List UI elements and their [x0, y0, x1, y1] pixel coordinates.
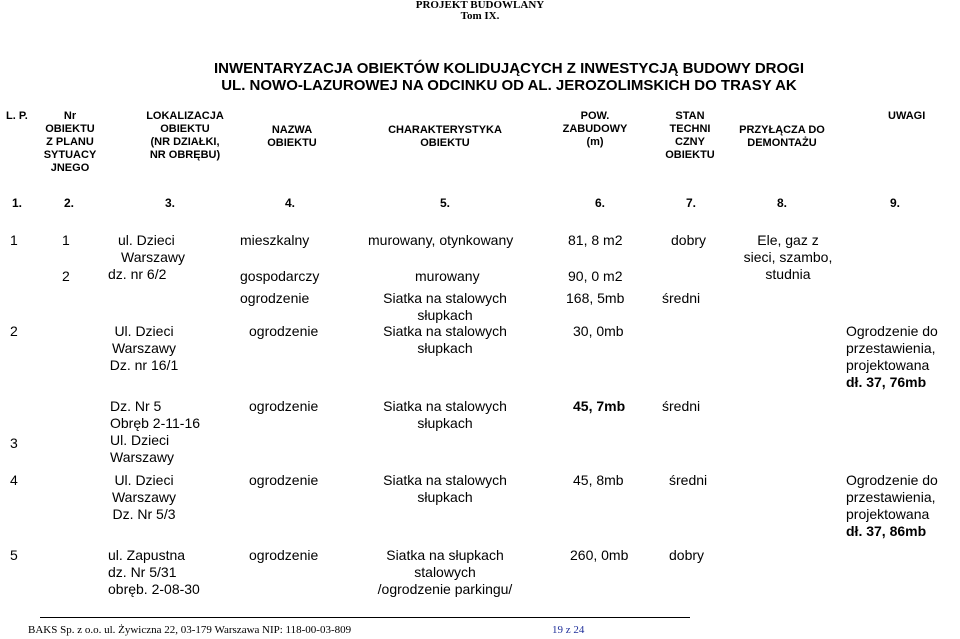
- row-5-char: Siatka na słupkach stalowych /ogrodzenie parkingu/: [377, 547, 513, 597]
- column-number: 8.: [777, 196, 788, 210]
- column-header-stan: STAN TECHNI CZNY OBIEKTU: [665, 110, 715, 161]
- row-1-nazwa-c: ogrodzenie: [240, 290, 310, 306]
- column-header-uwagi: UWAGI: [888, 110, 926, 122]
- row-1-char-b: murowany: [415, 268, 480, 284]
- row-1-char-c: Siatka na stalowych słupkach: [383, 290, 507, 323]
- row-3-lokalizacja: Dz. Nr 5 Obręb 2-11-16 Ul. Dzieci Warszawy: [110, 398, 201, 465]
- row-1-nazwa-a: mieszkalny: [240, 232, 310, 248]
- row-1-lokalizacja: ul. Dzieci Warszawy dz. nr 6/2: [108, 232, 186, 282]
- row-3-nazwa: ogrodzenie: [249, 398, 319, 414]
- column-number: 3.: [165, 196, 176, 210]
- row-2-uwagi: Ogrodzenie do przestawienia, projektowana dł. 37, 76mb: [846, 323, 938, 390]
- row-2-lokalizacja: Ul. Dzieci Warszawy Dz. nr 16/1: [109, 323, 179, 373]
- row-4-lokalizacja: Ul. Dzieci Warszawy Dz. Nr 5/3: [111, 472, 177, 522]
- column-header-nr: Nr OBIEKTU Z PLANU SYTUACY JNEGO: [43, 110, 97, 174]
- page-title-line1: INWENTARYZACJA OBIEKTÓW KOLIDUJĄCYCH Z INWESTYCJĄ BUDOWY DROGI: [213, 60, 804, 77]
- row-2-pow: 30, 0mb: [573, 323, 624, 339]
- row-1-pow-c: 168, 5mb: [566, 290, 625, 306]
- row-4-pow: 45, 8mb: [573, 472, 624, 488]
- row-1-stan-c: średni: [662, 290, 701, 306]
- row-3-char: Siatka na stalowych słupkach: [383, 398, 507, 431]
- row-4-char: Siatka na stalowych słupkach: [383, 472, 507, 505]
- document-header-title: PROJEKT BUDOWLANY: [415, 0, 545, 11]
- column-header-pow: POW. ZABUDOWY (m): [562, 110, 628, 148]
- row-3-lp: 3: [10, 435, 18, 451]
- row-4-uwagi: Ogrodzenie do przestawienia, projektowana dł. 37, 86mb: [846, 472, 938, 539]
- footer-company: BAKS Sp. z o.o. ul. Żywiczna 22, 03-179 Warszawa: [28, 624, 260, 636]
- column-header-nazwa: NAZWA OBIEKTU: [267, 124, 317, 149]
- column-number: 6.: [595, 196, 606, 210]
- footer-page-number: 19 z 24: [552, 624, 585, 636]
- row-1-nr-a: 1: [62, 232, 70, 248]
- column-number: 5.: [440, 196, 451, 210]
- column-header-lokalizacja: LOKALIZACJA OBIEKTU (NR DZIAŁKI, NR OBRĘBU): [146, 110, 224, 161]
- row-5-lp: 5: [10, 547, 18, 563]
- row-5-lokalizacja: ul. Zapustna dz. Nr 5/31 obręb. 2-08-30: [108, 547, 200, 597]
- column-number: 2.: [64, 196, 75, 210]
- row-2-char: Siatka na stalowych słupkach: [383, 323, 507, 356]
- row-1-przylacza: Ele, gaz z sieci, szambo, studnia: [743, 232, 833, 282]
- row-5-stan: dobry: [669, 547, 705, 563]
- row-1-nazwa-b: gospodarczy: [240, 268, 320, 284]
- row-4-nazwa: ogrodzenie: [249, 472, 319, 488]
- row-1-nr-b: 2: [62, 268, 70, 284]
- row-5-pow: 260, 0mb: [570, 547, 629, 563]
- row-2-lp: 2: [10, 323, 18, 339]
- row-1-lp: 1: [10, 232, 18, 248]
- row-3-stan: średni: [662, 398, 701, 414]
- row-5-nazwa: ogrodzenie: [249, 547, 319, 563]
- row-1-pow-b: 90, 0 m2: [568, 268, 623, 284]
- row-1-pow-a: 81, 8 m2: [568, 232, 623, 248]
- footer-nip: NIP: 118-00-03-809: [262, 624, 352, 636]
- row-4-lp: 4: [10, 472, 18, 488]
- page-title-line2: UL. NOWO-LAZUROWEJ NA ODCINKU OD AL. JEROZOLIMSKICH DO TRASY AK: [221, 77, 797, 94]
- column-number: 1.: [12, 196, 23, 210]
- row-1-char-a: murowany, otynkowany: [368, 232, 514, 248]
- row-3-pow: 45, 7mb: [573, 398, 626, 414]
- row-1-stan-a: dobry: [671, 232, 707, 248]
- column-header-przylacza: PRZYŁĄCZA DO DEMONTAŻU: [739, 124, 825, 149]
- column-header-charakterystyka: CHARAKTERYSTYKA OBIEKTU: [388, 124, 502, 149]
- column-number: 7.: [686, 196, 697, 210]
- column-header-lp: L. P.: [6, 110, 28, 122]
- column-number: 9.: [890, 196, 901, 210]
- row-2-nazwa: ogrodzenie: [249, 323, 319, 339]
- footer-divider: [40, 617, 690, 618]
- document-header-volume: Tom IX.: [460, 10, 500, 22]
- column-number: 4.: [285, 196, 296, 210]
- row-4-stan: średni: [669, 472, 708, 488]
